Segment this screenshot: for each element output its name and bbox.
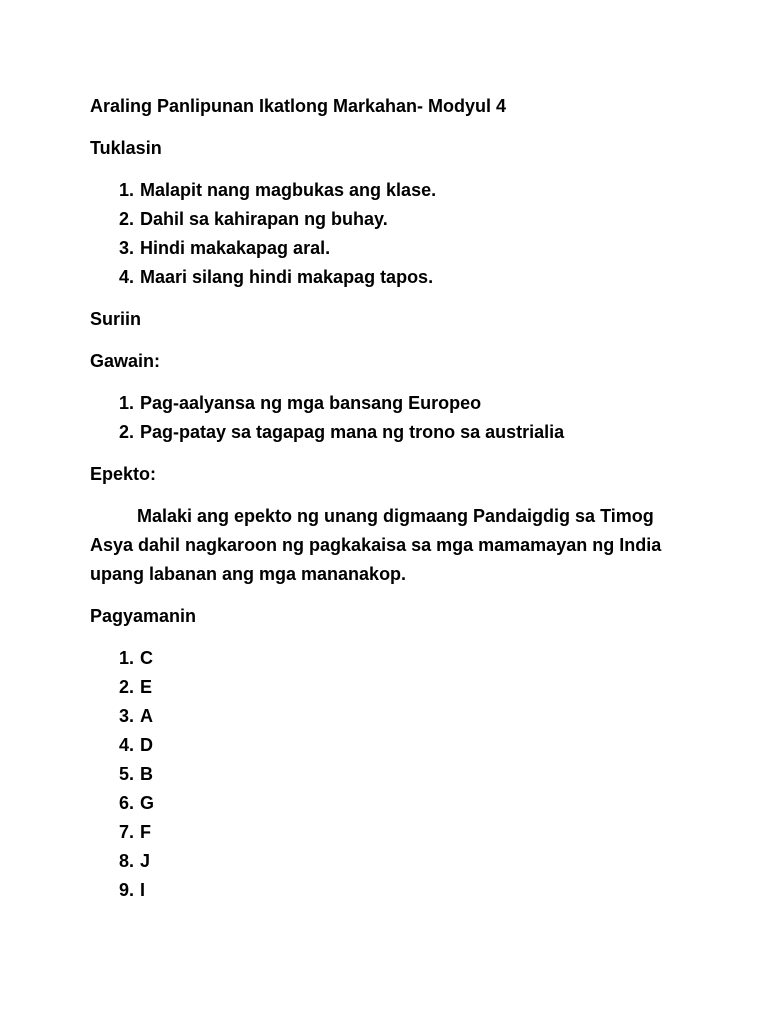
list-item-text: Maari silang hindi makapag tapos. bbox=[140, 267, 434, 287]
tuklasin-list bbox=[90, 176, 710, 292]
pagyamanin-list bbox=[90, 644, 710, 905]
list-item bbox=[90, 789, 710, 818]
list-number: 2. bbox=[118, 422, 134, 442]
list-item bbox=[90, 644, 710, 673]
list-number: 2. bbox=[118, 677, 134, 697]
list-item-text: D bbox=[140, 735, 153, 755]
list-item-text: B bbox=[140, 764, 153, 784]
list-item bbox=[90, 818, 710, 847]
list-item bbox=[90, 702, 710, 731]
list-item bbox=[90, 418, 710, 447]
list-item bbox=[90, 389, 710, 418]
section-heading-gawain: Gawain: bbox=[90, 351, 161, 371]
list-number: 9. bbox=[118, 880, 134, 900]
section-heading-suriin: Suriin bbox=[90, 309, 142, 329]
list-item bbox=[90, 234, 710, 263]
list-number: 8. bbox=[118, 851, 134, 871]
section-heading-tuklasin: Tuklasin bbox=[90, 138, 162, 158]
list-item-text: Pag-patay sa tagapag mana ng trono sa austrialia bbox=[140, 422, 565, 442]
list-number: 2. bbox=[118, 209, 134, 229]
list-number: 4. bbox=[118, 267, 134, 287]
list-item-text: E bbox=[140, 677, 153, 697]
list-number: 4. bbox=[118, 735, 134, 755]
list-item bbox=[90, 205, 710, 234]
list-item bbox=[90, 731, 710, 760]
section-heading-pagyamanin: Pagyamanin bbox=[90, 606, 197, 626]
list-item bbox=[90, 847, 710, 876]
list-item-text: J bbox=[140, 851, 151, 871]
list-item-text: A bbox=[140, 706, 153, 726]
list-item-text: G bbox=[140, 793, 155, 813]
list-number: 1. bbox=[118, 393, 134, 413]
list-item-text: Dahil sa kahirapan ng buhay. bbox=[140, 209, 388, 229]
epekto-paragraph: Malaki ang epekto ng unang digmaang Pandaigdig sa Timog Asya dahil nagkaroon ng pagkakaisa sa mga mamamayan ng India upang labanan ang mga mananakop. bbox=[90, 506, 662, 584]
list-item-text: I bbox=[140, 880, 146, 900]
list-number: 6. bbox=[118, 793, 134, 813]
list-number: 5. bbox=[118, 764, 134, 784]
list-number: 3. bbox=[118, 706, 134, 726]
list-item-text: F bbox=[140, 822, 151, 842]
list-item-text: Malapit nang magbukas ang klase. bbox=[140, 180, 437, 200]
list-item bbox=[90, 176, 710, 205]
list-item bbox=[90, 263, 710, 292]
list-item bbox=[90, 760, 710, 789]
list-number: 3. bbox=[118, 238, 134, 258]
section-heading-epekto: Epekto: bbox=[90, 464, 157, 484]
list-number: 1. bbox=[118, 648, 134, 668]
list-item bbox=[90, 673, 710, 702]
list-item-text: Pag-aalyansa ng mga bansang Europeo bbox=[140, 393, 482, 413]
list-item bbox=[90, 876, 710, 905]
list-item-text: Hindi makakapag aral. bbox=[140, 238, 331, 258]
list-number: 7. bbox=[118, 822, 134, 842]
document-title: Araling Panlipunan Ikatlong Markahan- Modyul 4 bbox=[90, 96, 507, 116]
list-item-text: C bbox=[140, 648, 153, 668]
gawain-list bbox=[90, 389, 710, 447]
list-number: 1. bbox=[118, 180, 134, 200]
document-page bbox=[90, 92, 710, 918]
